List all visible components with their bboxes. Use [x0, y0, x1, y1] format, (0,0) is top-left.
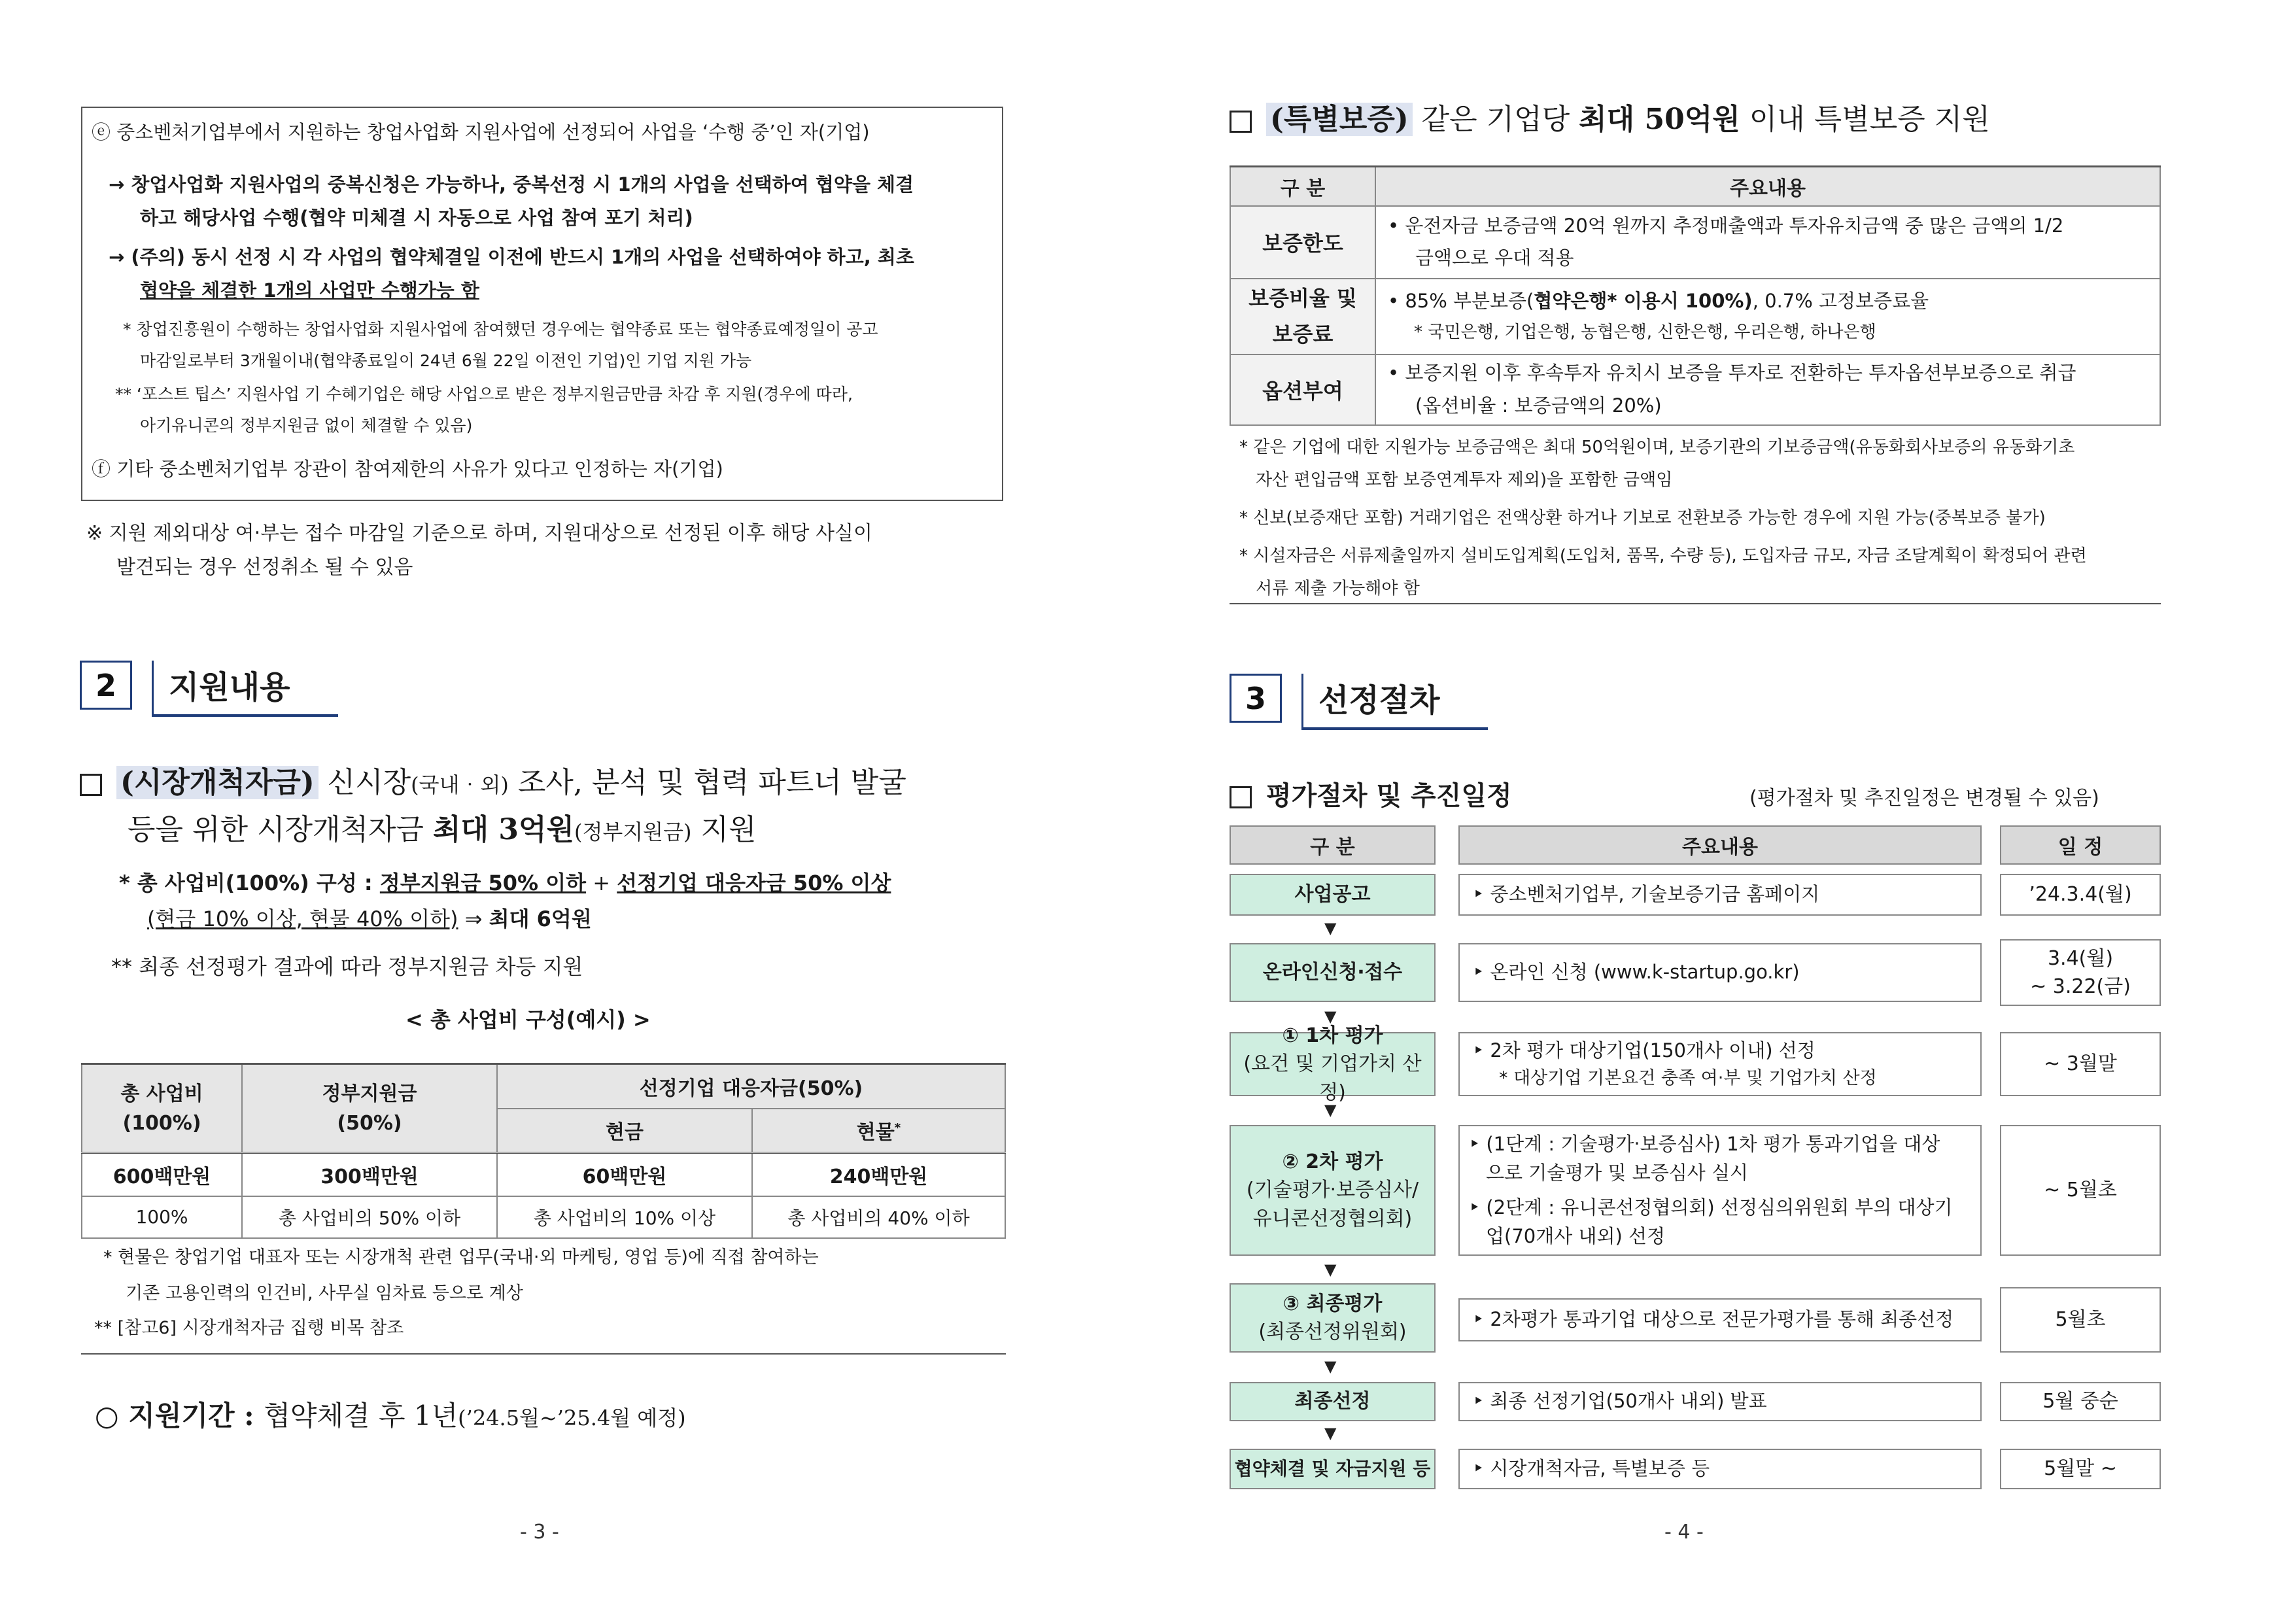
- step-content: ‣ 2차평가 통과기업 대상으로 전문가평가를 통해 최종선정: [1458, 1298, 1982, 1341]
- gt-row: 보증한도 • 운전자금 보증금액 20억 원까지 추정매출액과 투자유치금액 중 많은 금액의 1/2 금액으로 우대 적용: [1230, 206, 2160, 279]
- page-number-right: - 4 -: [1664, 1521, 1704, 1544]
- note2-line1: ** ‘포스트 팁스’ 지원사업 기 수혜기업은 해당 사업으로 받은 정부지원금만큼 차감 후 지원(경우에 따라,: [115, 385, 853, 404]
- special-a: 같은 기업당: [1412, 103, 1579, 136]
- market-l1-small: (국내‧외): [411, 772, 509, 797]
- step-content: ‣ 시장개척자금, 특별보증 등: [1458, 1449, 1982, 1489]
- cost-h-match: 선정기업 대응자금(50%): [497, 1064, 1005, 1109]
- arrow2-line2: 협약을 체결한 1개의 사업만 수행가능 함: [140, 279, 479, 302]
- section3-underline: [1301, 727, 1488, 730]
- gt-notes-rule: [1230, 603, 2161, 604]
- item-f: ⓕ 기타 중소벤처기업부 장관이 참여제한의 사유가 있다고 인정하는 자(기업): [92, 458, 723, 480]
- special-guarantee-line: [1230, 95, 1990, 137]
- step-date: 5월초: [2000, 1287, 2161, 1353]
- table-notes-rule: [81, 1353, 1006, 1355]
- step-label: 협약체결 및 자금지원 등: [1230, 1449, 1436, 1489]
- sub2-a: (현금 10% 이상, 현물 40% 이하): [147, 907, 458, 931]
- remark-line1: ※ 지원 제외대상 여‧부는 접수 마감일 기준으로 하며, 지원대상으로 선정된 이후 해당 사실이: [86, 522, 872, 545]
- example-title: < 총 사업비 구성(예시) >: [405, 1007, 651, 1032]
- section2-underline: [152, 714, 338, 717]
- special-tag: (특별보증): [1266, 103, 1413, 136]
- market-line2: [128, 806, 756, 848]
- sub1-a: * 총 사업비(100%) 구성 :: [119, 871, 380, 895]
- table-note2: ** [참고6] 시장개척자금 집행 비목 참조: [94, 1318, 404, 1338]
- step-content: ‣ 최종 선정기업(50개사 내외) 발표: [1458, 1382, 1982, 1421]
- flow-h1: 구 분: [1230, 825, 1436, 865]
- period-text: 협약체결 후 1년: [264, 1400, 458, 1432]
- market-sub2: [147, 903, 592, 933]
- special-bold: 최대 50억원: [1579, 103, 1740, 136]
- market-line1: [80, 759, 906, 801]
- market-l2-small: (정부지원금): [574, 820, 692, 844]
- step-date: 5월말 ~: [2000, 1449, 2161, 1489]
- table-note1-line2: 기존 고용인력의 인건비, 사무실 임차료 등으로 계상: [126, 1283, 523, 1304]
- eligibility-box: [81, 107, 1003, 501]
- step-content: ‣ 2차 평가 대상기업(150개사 이내) 선정 * 대상기업 기본요건 충족 여‧부 및 기업가치 산정: [1458, 1032, 1982, 1096]
- gt-row: 보증비율 및 보증료 • 85% 부분보증(협약은행* 이용시 100%), 0.7% 고정보증료율 * 국민은행, 기업은행, 농협은행, 신한은행, 우리은행, 하나은행: [1230, 279, 2160, 354]
- sub1-d: 선정기업 대응자금 50% 이상: [617, 871, 891, 895]
- step-label: 최종선정: [1230, 1382, 1436, 1421]
- section2-title: 지원내용: [169, 669, 290, 706]
- gt-note1-line1: * 같은 기업에 대한 지원가능 보증금액은 최대 50억원이며, 보증기관의 기보증금액(유동화회사보증의 유동화기초: [1239, 438, 2075, 457]
- item-e: ⓔ 중소벤처기업부에서 지원하는 창업사업화 지원사업에 선정되어 사업을 ‘수행 중’인 자(기업): [92, 121, 870, 143]
- period-label: ○ 지원기간 :: [95, 1400, 264, 1432]
- market-tag: (시장개척자금): [116, 766, 318, 799]
- step-content: ‣ 온라인 신청 (www.k-startup.go.kr): [1458, 943, 1982, 1002]
- guarantee-table: [1230, 165, 2161, 426]
- flow-h3: 일 정: [2000, 825, 2161, 865]
- step-content: ‣ (1단계 : 기술평가‧보증심사) 1차 평가 통과기업을 대상 으로 기술평가 및 보증심사 실시 ‣ (2단계 : 유니콘선정협의회) 선정심의위원회 부의 대상기 업(70개사 내외) 선정: [1458, 1125, 1982, 1256]
- cost-h-gov: 정부지원금 (50%): [242, 1064, 497, 1153]
- table-note1-line1: * 현물은 창업기업 대표자 또는 시장개척 관련 업무(국내‧외 마케팅, 영업 등)에 직접 참여하는: [103, 1247, 819, 1268]
- cost-row: 100% 총 사업비의 50% 이하 총 사업비의 10% 이상 총 사업비의 40% 이하: [82, 1196, 1005, 1238]
- note1-line2: 마감일로부터 3개월이내(협약종료일이 24년 6월 22일 이전인 기업)인 기업 지원 가능: [140, 351, 752, 370]
- market-sub3: ** 최종 선정평가 결과에 따라 정부지원금 차등 지원: [111, 954, 583, 979]
- step-label: ① 1차 평가 (요건 및 기업가치 산정): [1230, 1032, 1436, 1096]
- gt-note3-line1: * 시설자금은 서류제출일까지 설비도입계획(도입처, 품목, 수량 등), 도입자금 규모, 자금 조달계획이 확정되어 관련: [1239, 546, 2087, 566]
- step-date: ’24.3.4(월): [2000, 874, 2161, 916]
- down-arrow-icon: ▼: [1324, 1357, 1337, 1375]
- gt-h2: 주요내용: [1375, 167, 2160, 206]
- period-small: (’24.5월~’25.4월 예정): [458, 1406, 686, 1430]
- step-content: ‣ 중소벤처기업부, 기술보증기금 홈페이지: [1458, 874, 1982, 916]
- cost-h-total: 총 사업비 (100%): [82, 1064, 242, 1153]
- market-sub1: [119, 867, 891, 897]
- cost-table: [81, 1063, 1006, 1239]
- cost-h-cash: 현금: [497, 1109, 752, 1153]
- gt-note3-line2: 서류 제출 가능해야 함: [1256, 579, 1420, 598]
- sub1-c: +: [586, 871, 617, 895]
- down-arrow-icon: ▼: [1324, 919, 1337, 937]
- step-date: ~ 5월초: [2000, 1125, 2161, 1256]
- step-date: ~ 3월말: [2000, 1032, 2161, 1096]
- step-label: 사업공고: [1230, 874, 1436, 916]
- page-number-left: - 3 -: [520, 1521, 559, 1544]
- arrow2-line1: → (주의) 동시 선정 시 각 사업의 협약체결일 이전에 반드시 1개의 사업을 선택하여야 하고, 최초: [109, 246, 914, 268]
- flow-h2: 주요내용: [1458, 825, 1982, 865]
- gt-note1-line2: 자산 편입금액 포함 보증연계투자 제외)을 포함한 금액임: [1256, 470, 1673, 490]
- step-label: ③ 최종평가 (최종선정위원회): [1230, 1283, 1436, 1353]
- down-arrow-icon: ▼: [1324, 1424, 1337, 1442]
- checkbox-square: [1230, 111, 1252, 133]
- down-arrow-icon: ▼: [1324, 1260, 1337, 1279]
- cost-row: 600백만원 300백만원 60백만원 240백만원: [82, 1153, 1005, 1196]
- market-l1-end: 조사, 분석 및 협력 파트너 발굴: [508, 766, 906, 799]
- checkbox-square: [80, 774, 102, 796]
- section3-title: 선정절차: [1318, 682, 1440, 719]
- sub2-b: ⇒: [458, 907, 489, 931]
- market-l2-a: 등을 위한 시장개척자금: [128, 813, 433, 846]
- support-period: [95, 1394, 686, 1434]
- section3-divider: [1301, 674, 1303, 727]
- gt-row: 옵션부여 • 보증지원 이후 후속투자 유치시 보증을 투자로 전환하는 투자옵션부보증으로 취급 (옵션비율 : 보증금액의 20%): [1230, 354, 2160, 425]
- sub2-c: 최대 6억원: [489, 907, 592, 931]
- checkbox-square: [1230, 786, 1252, 808]
- remark-line2: 발견되는 경우 선정취소 될 수 있음: [116, 556, 413, 579]
- step-label: ② 2차 평가 (기술평가‧보증심사/ 유니콘선정협의회): [1230, 1125, 1436, 1256]
- market-l2-bold: 최대 3억원: [433, 813, 574, 846]
- section3-number: 3: [1230, 674, 1282, 723]
- market-l2-end: 지원: [691, 813, 757, 846]
- section2-number: 2: [80, 661, 132, 710]
- arrow1-line2: 하고 해당사업 수행(협약 미체결 시 자동으로 사업 참여 포기 처리): [140, 207, 693, 229]
- step-date: 3.4(월) ~ 3.22(금): [2000, 939, 2161, 1006]
- step-label: 온라인신청‧접수: [1230, 943, 1436, 1002]
- step-date: 5월 중순: [2000, 1382, 2161, 1421]
- gt-note2: * 신보(보증재단 포함) 거래기업은 전액상환 하거나 기보로 전환보증 가능한 경우에 지원 가능(중복보증 불가): [1239, 508, 2046, 528]
- gt-h1: 구 분: [1230, 167, 1375, 206]
- process-title: 평가절차 및 추진일정: [1230, 775, 1512, 812]
- special-b: 이내 특별보증 지원: [1740, 103, 1990, 136]
- down-arrow-icon: ▼: [1324, 1101, 1337, 1119]
- note1-line1: * 창업진흥원이 수행하는 창업사업화 지원사업에 참여했던 경우에는 협약종료 또는 협약종료예정일이 공고: [123, 320, 878, 339]
- arrow1-line1: → 창업사업화 지원사업의 중복신청은 가능하나, 중복선정 시 1개의 사업을 선택하여 협약을 체결: [109, 173, 914, 196]
- process-caveat: (평가절차 및 추진일정은 변경될 수 있음): [1749, 787, 2099, 810]
- cost-h-kind: 현물*: [752, 1109, 1005, 1153]
- section2-divider: [152, 661, 154, 714]
- note2-line2: 아기유니콘의 정부지원금 없이 체결할 수 있음): [140, 416, 473, 435]
- market-l1-rest: 신시장: [318, 766, 411, 799]
- down-arrow-icon: ▼: [1324, 1007, 1337, 1026]
- sub1-b: 정부지원금 50% 이하: [379, 871, 587, 895]
